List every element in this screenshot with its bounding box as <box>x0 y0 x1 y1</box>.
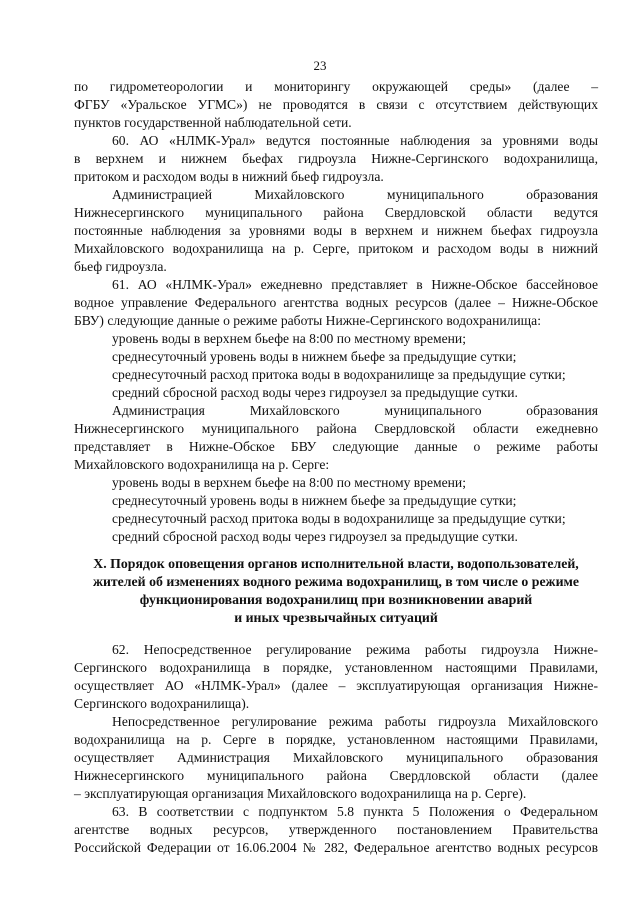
text-line: агентстве водных ресурсов, утвержденного постановлением Правительства <box>74 822 598 837</box>
list-item: среднесуточный расход притока воды в водохранилище за предыдущие сутки; <box>112 367 566 382</box>
text-line: постоянные наблюдения за уровнями воды в верхнем и нижнем бьефах гидроузла <box>74 223 598 238</box>
text-line: Нижнесергинского муниципального района Свердловской области ежедневно <box>74 421 598 436</box>
text-line: – эксплуатирующая организация Михайловского водохранилища на р. Серге). <box>74 786 527 801</box>
text-line: Нижнесергинского муниципального района Свердловской области ведутся <box>74 205 598 220</box>
text-line: водохранилища на р. Серге в порядке, установленном настоящими Правилами, <box>74 732 598 747</box>
page-number: 23 <box>313 58 327 73</box>
list-item: средний сбросной расход воды через гидроузел за предыдущие сутки. <box>112 385 518 400</box>
text-line: бьеф гидроузла. <box>74 259 167 274</box>
text-line: пунктов государственной наблюдательной сети. <box>74 115 352 130</box>
text-line: Михайловского водохранилища на р. Серге: <box>74 457 330 472</box>
list-item: среднесуточный уровень воды в нижнем бьефе за предыдущие сутки; <box>112 493 517 508</box>
heading-line: и иных чрезвычайных ситуаций <box>234 610 438 625</box>
list-item: средний сбросной расход воды через гидроузел за предыдущие сутки. <box>112 529 518 544</box>
text-line: Администрация Михайловского муниципального образования <box>112 403 598 418</box>
text-line: Нижнесергинского муниципального района Свердловской области (далее <box>74 768 598 783</box>
heading-line: жителей об изменениях водного режима водохранилищ, в том числе о режиме <box>92 574 580 589</box>
text-line: 61. АО «НЛМК-Урал» ежедневно представляет в Нижне-Обское бассейновое <box>112 277 598 292</box>
list-item: уровень воды в верхнем бьефе на 8:00 по местному времени; <box>112 475 466 490</box>
text-line: 63. В соответствии с подпунктом 5.8 пункта 5 Положения о Федеральном <box>112 804 598 819</box>
text-line: в верхнем и нижнем бьефах гидроузла Нижне-Сергинского водохранилища, <box>74 151 598 166</box>
text-line: по гидрометеорологии и мониторингу окружающей среды» (далее – <box>74 79 598 94</box>
list-item: среднесуточный уровень воды в нижнем бьефе за предыдущие сутки; <box>112 349 517 364</box>
text-line: Сергинского водохранилища в порядке, установленном настоящими Правилами, <box>74 660 598 675</box>
text-line: 62. Непосредственное регулирование режима работы гидроузла Нижне- <box>112 642 598 657</box>
text-line: ФГБУ «Уральское УГМС») не проводятся в связи с отсутствием действующих <box>74 97 598 112</box>
text-line: Администрацией Михайловского муниципального образования <box>112 187 598 202</box>
text-line: Сергинского водохранилища). <box>74 696 250 711</box>
list-item: среднесуточный расход притока воды в водохранилище за предыдущие сутки; <box>112 511 566 526</box>
text-line: представляет в Нижне-Обское БВУ следующие данные о режиме работы <box>74 439 598 454</box>
list-item: уровень воды в верхнем бьефе на 8:00 по местному времени; <box>112 331 466 346</box>
text-line: БВУ) следующие данные о режиме работы Нижне-Сергинского водохранилища: <box>74 313 541 328</box>
text-line: осуществляет Администрация Михайловского муниципального образования <box>74 750 598 765</box>
text-line: осуществляет АО «НЛМК-Урал» (далее – эксплуатирующая организация Нижне- <box>74 678 598 693</box>
text-line: водное управление Федерального агентства водных ресурсов (далее – Нижне-Обское <box>74 295 598 310</box>
text-line: Михайловского водохранилища на р. Серге, притоком и расходом воды в нижний <box>74 241 598 256</box>
heading-line: X. Порядок оповещения органов исполнительной власти, водопользователей, <box>93 556 579 571</box>
text-line: Непосредственное регулирование режима работы гидроузла Михайловского <box>112 714 598 729</box>
text-line: 60. АО «НЛМК-Урал» ведутся постоянные наблюдения за уровнями воды <box>112 133 598 148</box>
heading-line: функционирования водохранилищ при возникновении аварий <box>139 592 533 607</box>
text-line: Российской Федерации от 16.06.2004 № 282, Федеральное агентство водных ресурсов <box>74 840 598 855</box>
text-line: притоком и расходом воды в нижний бьеф гидроузла. <box>74 169 384 184</box>
